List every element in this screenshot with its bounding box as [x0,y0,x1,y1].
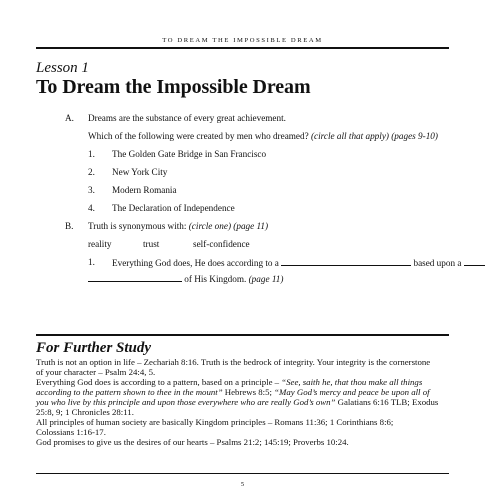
section-rule [36,334,449,336]
choice-self-confidence: self-confidence [193,239,250,249]
fill-line-2 [88,273,283,284]
further-line: Truth is not an option in life – Zechariah 8:16. Truth is the bedrock of integrity. Your integrity is the cornerstone [36,357,431,367]
option-number: 2. [88,167,95,177]
further-line [36,377,422,387]
option-number: 1. [88,149,95,159]
fill-text-3: of His Kingdom. [184,274,247,284]
scripture-quote: you who live by this principle and upon those everywhere who are really God’s own” [36,397,336,407]
fill-number: 1. [88,257,95,267]
section-b-statement: Truth is synonymous with: [88,221,187,231]
choice-trust: trust [143,239,160,249]
further-line [36,397,438,407]
scripture-quote: “See, saith he, that thou make all things [281,377,423,387]
lesson-title: To Dream the Impossible Dream [36,76,311,98]
further-text: Everything God does is according to a pattern, based on a principle – [36,377,282,387]
section-b-letter: B. [65,221,74,231]
footer-rule [36,473,449,474]
running-header: TO DREAM THE IMPOSSIBLE DREAM [162,37,323,44]
choice-reality: reality [88,239,112,249]
section-b-instruction: (circle one) (page 11) [188,221,269,231]
further-line: 25:8, 9; 1 Chronicles 28:11. [36,407,134,417]
section-a-instruction: (circle all that apply) (pages 9-10) [310,131,438,141]
option-declaration: The Declaration of Independence [112,203,235,213]
scripture-ref: Galatians 6:16 TLB; Exodus [335,397,439,407]
further-line [36,387,430,397]
section-b-line [88,221,268,231]
option-number: 4. [88,203,95,213]
scripture-quote: according to the pattern shown to thee in the mount” [36,387,223,397]
option-romania: Modern Romania [112,185,177,195]
fill-line-1 [112,257,485,268]
section-a-statement: Dreams are the substance of every great achievement. [88,113,286,123]
fill-text-2: based upon a [413,258,462,268]
section-a-question-line [88,131,438,141]
option-new-york: New York City [112,167,168,177]
fill-text-1: Everything God does, He does according to a [112,258,279,268]
answer-blank[interactable] [281,257,411,266]
further-line: of your character – Psalm 24:4, 5. [36,367,156,377]
answer-blank[interactable] [464,257,485,266]
lesson-label: Lesson 1 [36,60,89,76]
scripture-quote: “May God’s mercy and peace be upon all of [274,387,430,397]
page-number: 5 [240,481,245,488]
option-golden-gate: The Golden Gate Bridge in San Francisco [112,149,267,159]
scripture-ref: Hebrews 8:5; [222,387,275,397]
section-a-letter: A. [65,113,74,123]
further-study-heading: For Further Study [36,340,152,356]
further-line: God promises to give us the desires of our hearts – Psalms 21:2; 145:19; Proverbs 10:24. [36,437,349,447]
section-a-question: Which of the following were created by men who dreamed? [88,131,309,141]
fill-page-ref: (page 11) [248,274,284,284]
header-rule [36,47,449,49]
answer-blank[interactable] [88,273,182,282]
option-number: 3. [88,185,95,195]
further-line: All principles of human society are basically Kingdom principles – Romans 11:36; 1 Corinthians 8:6; [36,417,394,427]
further-line: Colossians 1:16-17. [36,427,106,437]
